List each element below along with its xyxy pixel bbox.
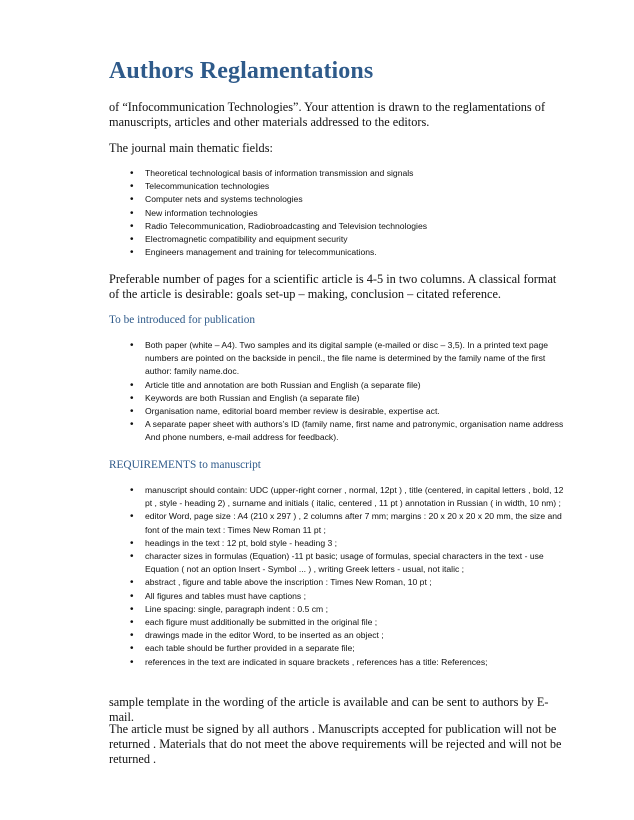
intro-paragraph: of “Infocommunication Technologies”. Your attention is drawn to the reglamentations of manuscripts, articles and other materials addressed to the editors. — [109, 100, 546, 129]
list-item: • Both paper (white – A4). Two samples and its digital sample (e-mailed or disc – 3,5). In a printed text page numbers are pointed on the backside in pencil., the file name is determined by the family name of the first author: family name.doc. — [109, 339, 569, 379]
list-item: • Line spacing: single, paragraph indent : 0.5 cm ; — [109, 603, 569, 616]
list-item: • editor Word, page size : A4 (210 x 297 ) , 2 columns after 7 mm; margins : 20 x 20 x 20 x 20 mm, the size and font of the main text : Times New Roman 11 pt ; — [109, 510, 569, 536]
list-item: • Radio Telecommunication, Radiobroadcasting and Television technologies — [109, 220, 569, 233]
list-item: • each figure must additionally be submitted in the original file ; — [109, 616, 569, 629]
requirements-heading: REQUIREMENTS to manuscript — [109, 459, 261, 471]
template-note: sample template in the wording of the article is available and can be sent to authors by E-mail. — [109, 695, 549, 724]
publication-heading: To be introduced for publication — [109, 314, 256, 326]
list-item: • A separate paper sheet with authors’s ID (family name, first name and patronymic, organisation name address And phone numbers, e-mail address for feedback). — [109, 418, 569, 444]
list-item: • each table should be further provided in a separate file; — [109, 642, 569, 655]
fields-heading: The journal main thematic fields: — [109, 141, 273, 155]
list-item: • character sizes in formulas (Equation) -11 pt basic; usage of formulas, special characters in the text - use Equation ( not an option Insert - Symbol ... ) , writing Greek letters - usual, not italic ; — [109, 550, 569, 576]
publication-list — [109, 339, 569, 445]
list-item: • Organisation name, editorial board member review is desirable, expertise act. — [109, 405, 569, 418]
list-item: • Electromagnetic compatibility and equipment security — [109, 233, 569, 246]
fields-list — [109, 167, 569, 259]
list-item: • references in the text are indicated in square brackets , references has a title: References; — [109, 656, 569, 669]
list-item: • headings in the text : 12 pt, bold style - heading 3 ; — [109, 537, 569, 550]
pages-note: Preferable number of pages for a scientific article is 4-5 in two columns. A classical format of the article is desirable: goals set-up – making, conclusion – citated reference. — [109, 272, 557, 301]
list-item: • Keywords are both Russian and English (a separate file) — [109, 392, 569, 405]
page-title: Authors Reglamentations — [109, 58, 374, 84]
list-item: • New information technologies — [109, 207, 569, 220]
list-item: • Article title and annotation are both Russian and English (a separate file) — [109, 379, 569, 392]
requirements-list — [109, 484, 569, 669]
list-item: • Telecommunication technologies — [109, 180, 569, 193]
list-item: • Engineers management and training for telecommunications. — [109, 246, 569, 259]
list-item: • abstract , figure and table above the inscription : Times New Roman, 10 pt ; — [109, 576, 569, 589]
list-item: • drawings made in the editor Word, to be inserted as an object ; — [109, 629, 569, 642]
closing-paragraph: The article must be signed by all authors . Manuscripts accepted for publication will not be returned . Materials that do not meet the above requirements will be rejected and will not be returned . — [109, 722, 562, 766]
list-item: • Theoretical technological basis of information transmission and signals — [109, 167, 569, 180]
list-item: • All figures and tables must have captions ; — [109, 590, 569, 603]
list-item: • Computer nets and systems technologies — [109, 193, 569, 206]
list-item: • manuscript should contain: UDC (upper-right corner , normal, 12pt ) , title (centered, in capital letters , bold, 12 pt , style - heading 2) , surname and initials ( italic, centered , 11 pt ) annotation in Russian ( in width, 10 nm) ; — [109, 484, 569, 510]
